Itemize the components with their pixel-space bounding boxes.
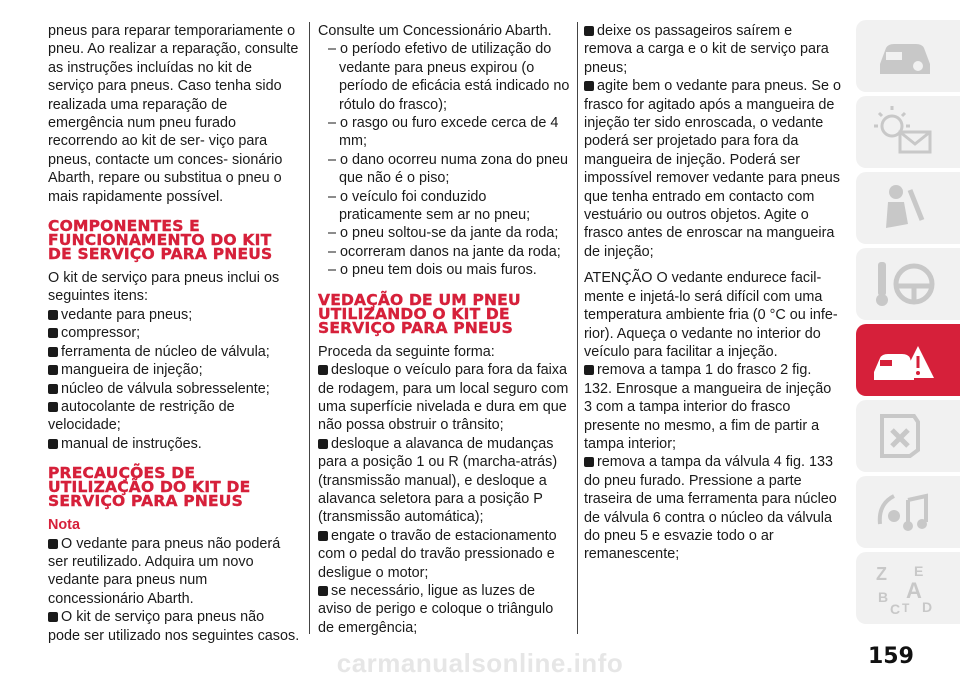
list-item: – o veículo foi conduzido praticamente sem ar no pneu; bbox=[328, 188, 531, 224]
bullet-icon bbox=[48, 439, 58, 449]
kit-intro: O kit de serviço para pneus inclui os seguintes itens: bbox=[48, 270, 280, 305]
tab-multimedia[interactable] bbox=[856, 476, 960, 548]
index-letter: E bbox=[914, 563, 924, 579]
list-item: O vedante para pneus não poderá ser reutilizado. Adquira um novo vedante para pneus num concessionário Abarth. bbox=[48, 535, 281, 607]
bullet-icon bbox=[48, 402, 58, 412]
list-item: ferramenta de núcleo de válvula; bbox=[48, 343, 300, 361]
watermark-footer: carmanualsonline.info bbox=[336, 648, 624, 678]
list-item: vedante para pneus; bbox=[48, 306, 300, 324]
list-item: autocolante de restrição de velocidade; bbox=[48, 398, 235, 434]
bullet-icon bbox=[48, 347, 58, 357]
list-item: – o pneu tem dois ou mais furos. bbox=[328, 262, 537, 279]
index-letter: Z bbox=[876, 564, 887, 584]
column-divider bbox=[309, 22, 310, 634]
procedure-intro: Proceda da seguinte forma: bbox=[318, 343, 495, 360]
list-item: – o pneu soltou-se da jante da roda; bbox=[328, 225, 559, 242]
list-item: – o período efetivo de utilização do vedante para pneus expirou (o período de eficácia está indicado no rótulo do frasco); bbox=[328, 41, 570, 113]
index-letter: A bbox=[906, 578, 922, 603]
heading-vedacao: VEDAÇÃO DE UM PNEU UTILIZANDO O KIT DE SERVIÇO PARA PNEUS bbox=[318, 290, 521, 337]
alphabetical-index-icon bbox=[870, 560, 940, 616]
bullet-icon bbox=[584, 81, 594, 91]
heading-precaucoes: PRECAUÇÕES DE UTILIZAÇÃO DO KIT DE SERVIÇO PARA PNEUS bbox=[48, 464, 251, 511]
bullet-icon bbox=[318, 439, 328, 449]
list-item: agite bem o vedante para pneus. Se o frasco for agitado após a mangueira de injeção ter sido enroscada, o vedante poderá ser projetado para fora da mangueira de injeção. Poderá ser impossível remover vedante para pneus que tenha entrado em contacto com vestuário ou outros objetos. Agite o frasco antes de enroscar na mangueira de injeção; bbox=[584, 78, 842, 260]
list-item: desloque a alavanca de mudanças para a posição 1 ou R (marcha-atrás) (transmissão manual), e desloque a alavanca seletora para a posição P (transmissão automática); bbox=[318, 435, 558, 526]
bullet-icon bbox=[318, 531, 328, 541]
tab-dashboard[interactable] bbox=[856, 20, 960, 92]
tab-starting[interactable] bbox=[856, 248, 960, 320]
bullet-icon bbox=[48, 612, 58, 622]
car-dashboard-icon bbox=[870, 28, 940, 84]
bullet-icon bbox=[584, 26, 594, 36]
column-2 bbox=[318, 22, 570, 637]
list-item: desloque o veículo para fora da faixa de rodagem, para um local seguro com uma superfície nivelada e dura em que não possa obstruir o trânsito; bbox=[318, 362, 569, 434]
airbag-seat-icon bbox=[870, 180, 940, 236]
list-item: se necessário, ligue as luzes de aviso de perigo e coloque o triângulo de emergência; bbox=[318, 582, 554, 636]
tab-index[interactable] bbox=[856, 552, 960, 624]
page-number: 159 bbox=[868, 644, 914, 669]
bullet-icon bbox=[48, 310, 58, 320]
column-divider bbox=[577, 22, 578, 634]
tab-emergency[interactable] bbox=[856, 324, 960, 396]
service-wrench-icon bbox=[870, 408, 940, 464]
bullet-icon bbox=[48, 365, 58, 375]
index-letter: D bbox=[922, 599, 933, 615]
kit-items-list bbox=[48, 306, 300, 453]
tab-maintenance[interactable] bbox=[856, 400, 960, 472]
list-item: compressor; bbox=[48, 324, 300, 342]
list-item: remova a tampa 1 do frasco 2 fig. 132. Enrosque a mangueira de injeção 3 com a tampa interior do frasco presente no mesmo, a fim de partir a tampa interior; bbox=[584, 362, 832, 452]
index-letter: C bbox=[890, 601, 901, 616]
index-letter: B bbox=[878, 589, 889, 605]
attention-note: ATENÇÃO O vedante endurece facil- mente e injetá-lo será difícil com uma temperatura ambiente fria (0 °C ou infe- rior). Aqueça o vedante no interior do veículo para facilitar a injeção. bbox=[584, 270, 838, 360]
car-emergency-icon bbox=[870, 332, 940, 388]
list-item: deixe os passageiros saírem e remova a carga e o kit de serviço para pneus; bbox=[584, 23, 829, 76]
list-item: – ocorreram danos na jante da roda; bbox=[328, 243, 561, 260]
multimedia-icon bbox=[870, 484, 940, 540]
list-item: – o dano ocorreu numa zona do pneu que não é o piso; bbox=[328, 151, 569, 187]
consult-line: Consulte um Concessionário Abarth. bbox=[318, 23, 552, 39]
nota-label: Nota bbox=[48, 517, 80, 534]
list-item: núcleo de válvula sobresselente; bbox=[48, 380, 300, 398]
bullet-icon bbox=[584, 457, 594, 467]
bullet-icon bbox=[48, 539, 58, 549]
list-item: O kit de serviço para pneus não pode ser utilizado nos seguintes casos. bbox=[48, 609, 300, 644]
warning-lights-icon bbox=[870, 104, 940, 160]
bullet-icon bbox=[318, 365, 328, 375]
column-3 bbox=[584, 22, 842, 564]
intro-paragraph: pneus para reparar temporariamente o pneu. Ao realizar a reparação, consulte as instruções incluídas no kit de serviço para pneus. Caso tenha sido realizada uma reparação de emergência num pneu furado recorrendo ao kit de ser- viço para pneus, contacte um conces- sionário Abarth, repare ou substitua o pneu o mais rapidamente possível. bbox=[48, 23, 299, 205]
bullet-icon bbox=[48, 328, 58, 338]
tab-safety[interactable] bbox=[856, 172, 960, 244]
bullet-icon bbox=[48, 384, 58, 394]
column-1 bbox=[48, 22, 300, 645]
steering-key-icon bbox=[870, 256, 940, 312]
list-item: mangueira de injeção; bbox=[48, 361, 300, 379]
heading-componentes: COMPONENTES E FUNCIONAMENTO DO KIT DE SERVIÇO PARA PNEUS bbox=[48, 217, 273, 264]
list-item: manual de instruções. bbox=[48, 435, 300, 453]
bullet-icon bbox=[318, 586, 328, 596]
tab-warning-lights[interactable] bbox=[856, 96, 960, 168]
list-item: – o rasgo ou furo excede cerca de 4 mm; bbox=[328, 115, 559, 150]
index-letter: T bbox=[902, 601, 910, 615]
bullet-icon bbox=[584, 365, 594, 375]
list-item: engate o travão de estacionamento com o pedal do travão pressionado e desligue o motor; bbox=[318, 527, 557, 581]
list-item: remova a tampa da válvula 4 fig. 133 do pneu furado. Pressione a parte traseira de uma ferramenta para núcleo de válvula 6 contra o núcleo da válvula do pneu 5 e esvazie todo o ar remanescente; bbox=[584, 454, 837, 563]
